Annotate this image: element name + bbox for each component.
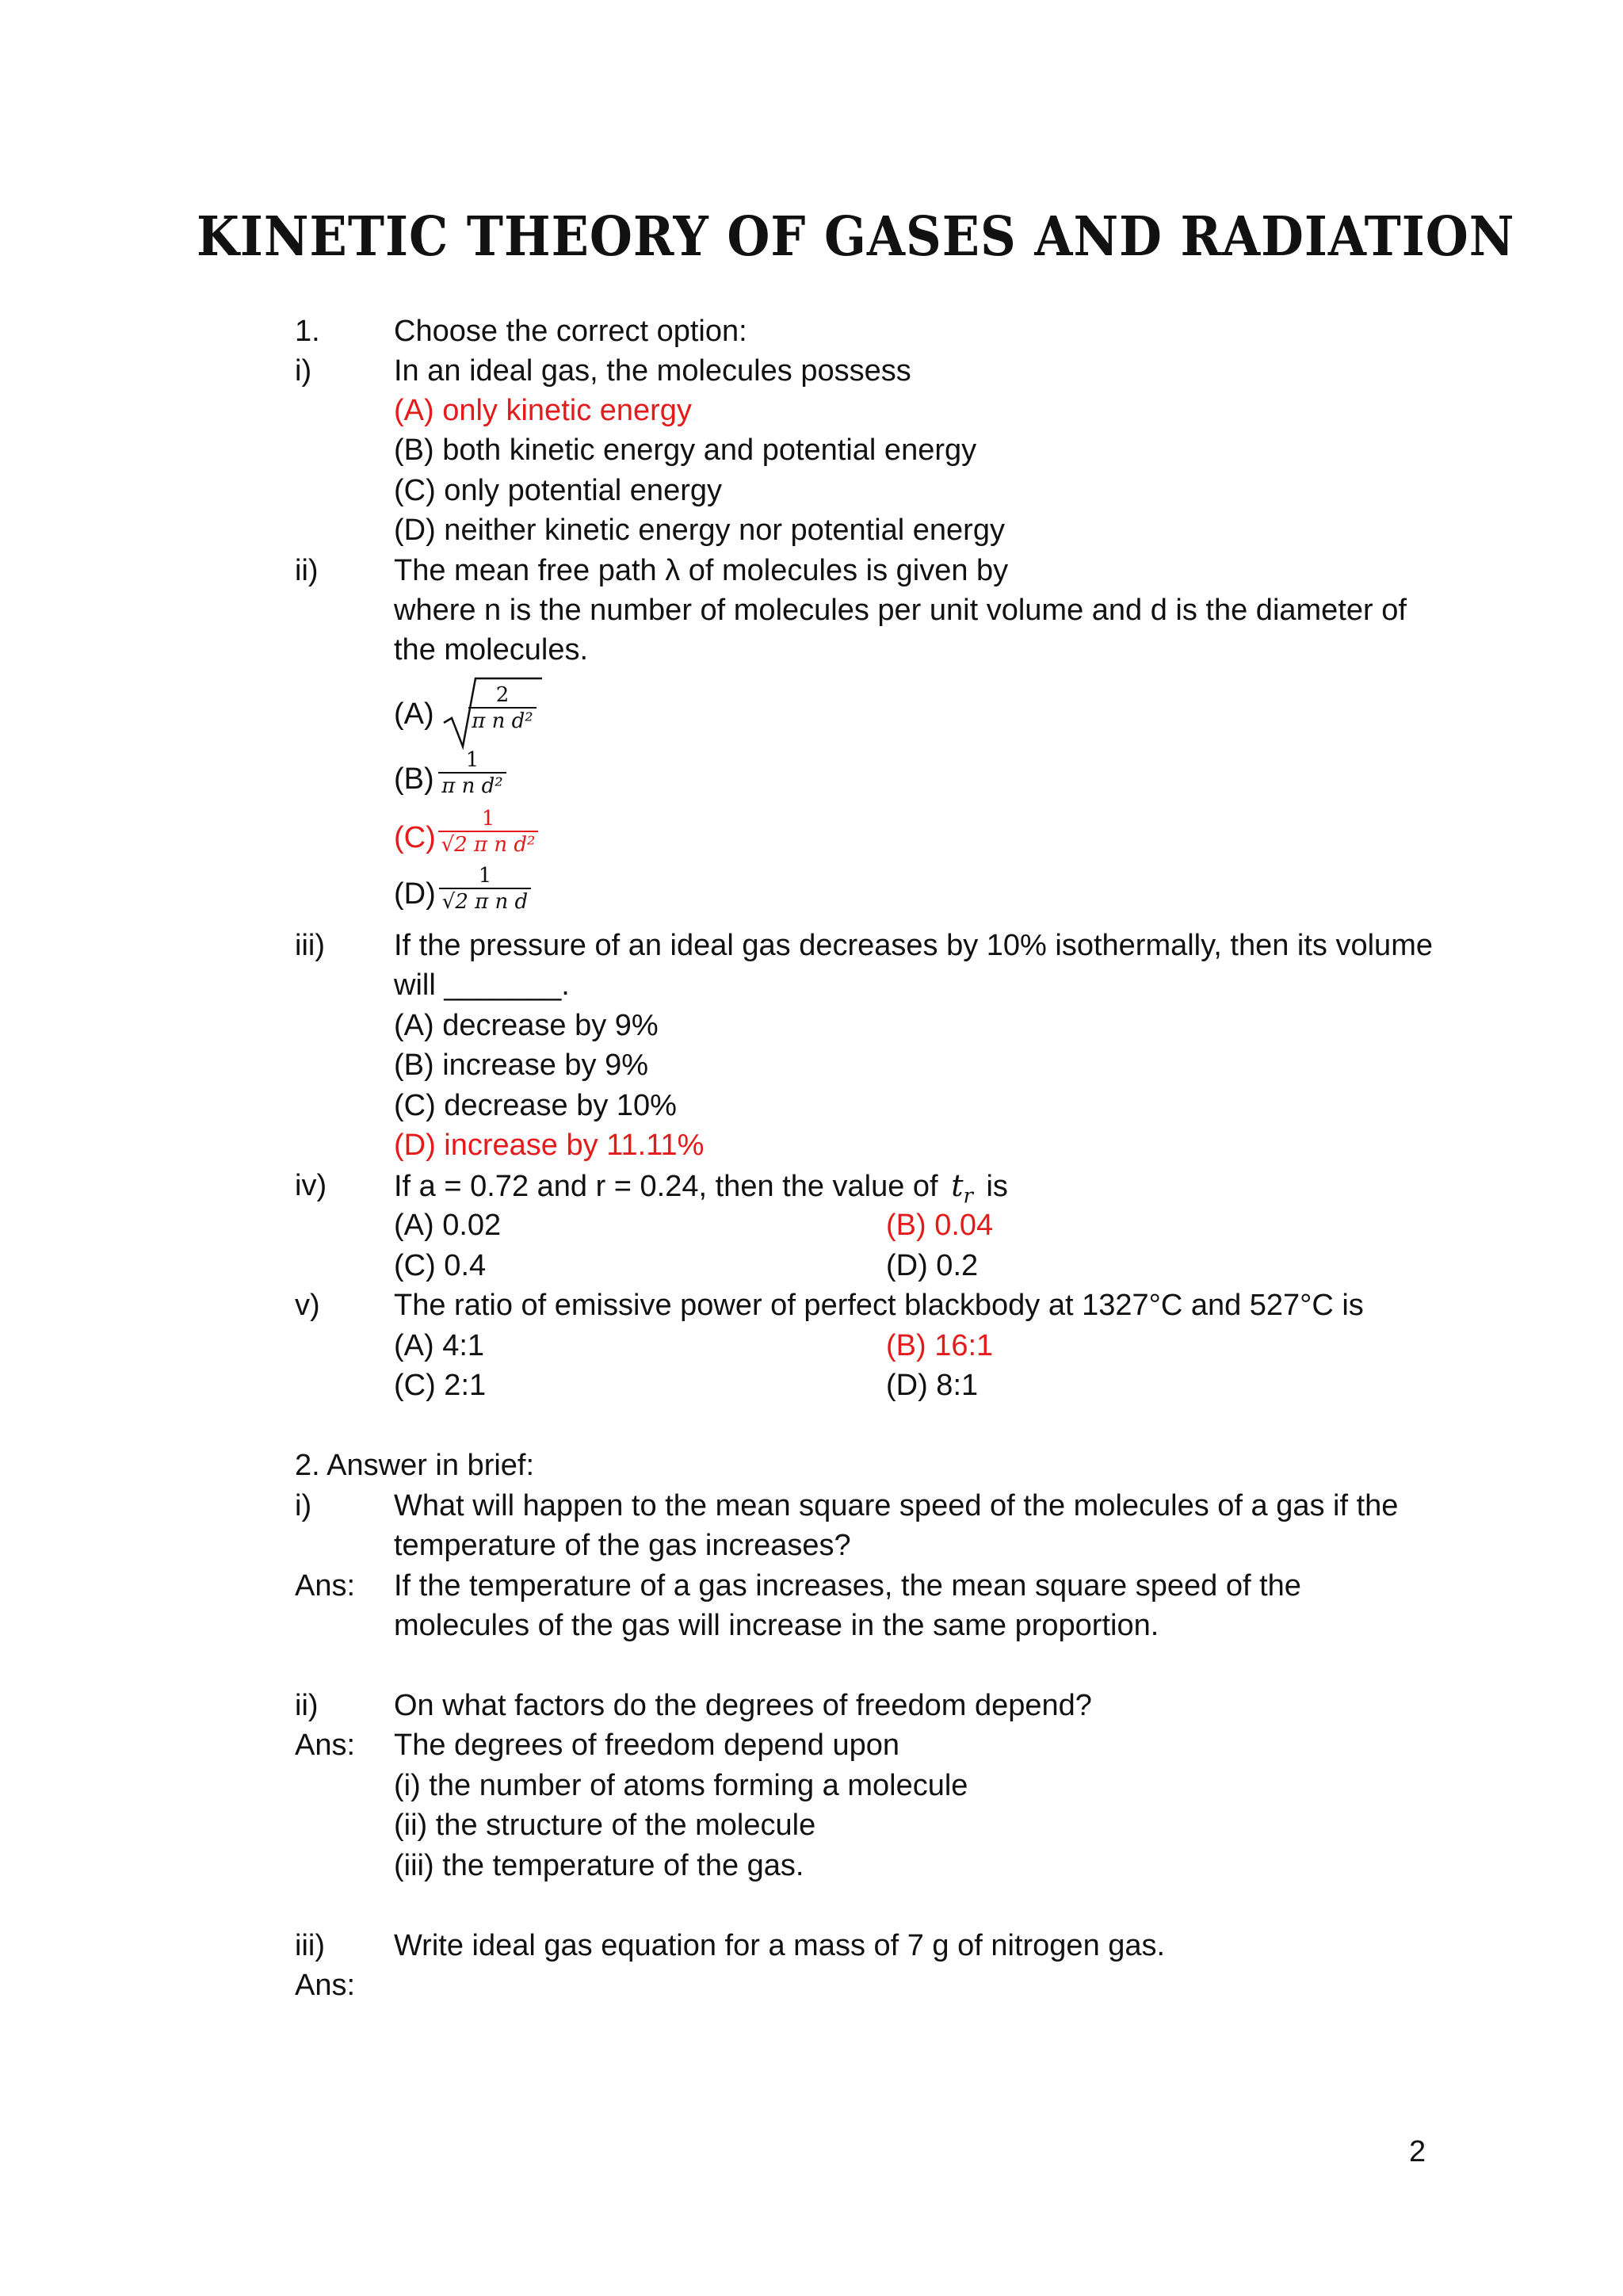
q2-iii-ans-label: Ans: [295, 1969, 356, 2002]
q1-iv-option-b: (B) 0.04 [886, 1209, 994, 1242]
q1-iii-option-d: (D) increase by 11.11% [394, 1129, 705, 1162]
q1-iv-number: iv) [295, 1169, 327, 1202]
page-title: KINETIC THEORY OF GASES AND RADIATION [197, 204, 1515, 269]
q1-v-option-a: (A) 4:1 [394, 1329, 485, 1362]
q1-iv-question-prefix: If a = 0.72 and r = 0.24, then the value of [394, 1170, 938, 1203]
q1-iv-option-d: (D) 0.2 [886, 1249, 979, 1282]
q2-iii-number: iii) [295, 1929, 325, 1962]
page-number: 2 [1409, 2135, 1426, 2168]
fraction-denominator: π n d² [468, 707, 536, 734]
q1-ii-number: ii) [295, 554, 319, 587]
q2-heading: 2. Answer in brief: [295, 1449, 535, 1482]
q1-iii-option-c: (C) decrease by 10% [394, 1089, 677, 1122]
q1-number: 1. [295, 315, 320, 348]
q1-v-option-c: (C) 2:1 [394, 1369, 487, 1402]
q1-iv-question-suffix: is [986, 1170, 1008, 1203]
q1-ii-option-c-fraction [433, 807, 544, 858]
q1-ii-question-line3: the molecules. [394, 633, 589, 667]
q1-v-option-d: (D) 8:1 [886, 1369, 979, 1402]
q1-iii-option-b: (B) increase by 9% [394, 1049, 649, 1082]
q2-i-question-line1: What will happen to the mean square speed of the molecules of a gas if the [394, 1489, 1399, 1522]
q2-ii-answer-line1: The degrees of freedom depend upon [394, 1729, 900, 1762]
q1-iii-question-line2: will _______. [394, 968, 570, 1002]
q1-v-option-b: (B) 16:1 [886, 1329, 994, 1362]
q1-ii-option-d-label: (D) [394, 877, 436, 911]
q2-i-answer-line2: molecules of the gas will increase in the same proportion. [394, 1609, 1159, 1642]
q1-ii-option-c-label: (C) [394, 821, 436, 854]
q1-i-number: i) [295, 354, 312, 388]
variable-subscript: r [963, 1184, 973, 1209]
q1-iv-option-c: (C) 0.4 [394, 1249, 487, 1282]
variable-t [951, 1168, 973, 1209]
fraction-denominator: √2 π n d [439, 888, 531, 915]
q1-iv-option-a: (A) 0.02 [394, 1209, 502, 1242]
q2-ii-question: On what factors do the degrees of freedom depend? [394, 1689, 1092, 1722]
q1-ii-question-line1: The mean free path λ of molecules is given by [394, 554, 1009, 587]
q2-i-answer-line1: If the temperature of a gas increases, the mean square speed of the [394, 1569, 1301, 1603]
q2-ii-answer-line4: (iii) the temperature of the gas. [394, 1849, 804, 1882]
variable-base: t [951, 1168, 964, 1203]
q1-ii-option-a-label: (A) [394, 697, 434, 731]
fraction-denominator: π n d² [438, 772, 506, 799]
q1-iii-option-a: (A) decrease by 9% [394, 1009, 659, 1042]
q2-ii-answer-line2: (i) the number of atoms forming a molecule [394, 1769, 968, 1802]
q2-ii-number: ii) [295, 1689, 319, 1722]
q1-ii-option-a-fraction [463, 683, 542, 734]
q1-iii-question-line1: If the pressure of an ideal gas decreases by 10% isothermally, then its volume [394, 929, 1433, 962]
q1-ii-question-line2: where n is the number of molecules per unit volume and d is the diameter of [394, 594, 1407, 627]
q1-ii-option-d-fraction [433, 864, 537, 915]
q2-i-question-line2: temperature of the gas increases? [394, 1529, 851, 1562]
fraction-denominator: √2 π n d² [438, 831, 539, 858]
q1-v-number: v) [295, 1289, 320, 1322]
q1-heading: Choose the correct option: [394, 315, 747, 348]
q2-ii-answer-line3: (ii) the structure of the molecule [394, 1809, 816, 1842]
q1-v-question: The ratio of emissive power of perfect blackbody at 1327°C and 527°C is [394, 1289, 1364, 1322]
q1-i-option-a: (A) only kinetic energy [394, 394, 692, 427]
q1-ii-option-b-fraction [433, 748, 512, 799]
q1-iii-number: iii) [295, 929, 325, 962]
q1-i-option-b: (B) both kinetic energy and potential energy [394, 434, 977, 467]
q2-iii-question: Write ideal gas equation for a mass of 7 g of nitrogen gas. [394, 1929, 1166, 1962]
q2-i-ans-label: Ans: [295, 1569, 356, 1603]
fraction-numerator: 1 [478, 864, 492, 888]
fraction-numerator: 1 [481, 807, 495, 831]
q1-i-question: In an ideal gas, the molecules possess [394, 354, 911, 388]
fraction-numerator: 1 [465, 748, 479, 772]
q2-ii-ans-label: Ans: [295, 1729, 356, 1762]
q1-ii-option-b-label: (B) [394, 762, 434, 796]
fraction-numerator: 2 [495, 683, 510, 707]
q1-i-option-d: (D) neither kinetic energy nor potential energy [394, 514, 1005, 547]
q1-i-option-c: (C) only potential energy [394, 474, 722, 507]
q2-i-number: i) [295, 1489, 312, 1522]
